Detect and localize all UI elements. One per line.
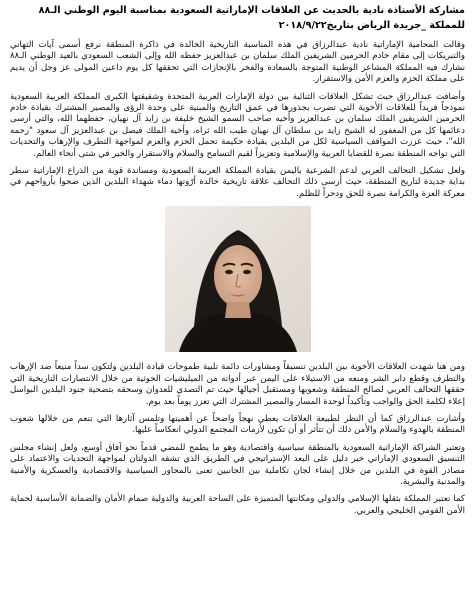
paragraph-coalition: ولعل تشكيل التحالف العربي لدعم الشرعية باليمن بقيادة المملكة العربية السعودية ومساندة قوية من الذراع الإماراتية سطر بداية جديدة لتاريخ المنطقة، حيث أرسى ذلك التحالف علاقة تاريخية خالدة أرّوتها دماء شهداء البلدين الذين ضحوا بأرواحهم في معركة العزة والكرامة نصرة للحق ودحراً للظلم. xyxy=(10,166,465,199)
paragraph-relations: وأضافت عبدالرزاق حيث تشكل العلاقات الثنائية بين دولة الإمارات العربية المتحدة وشقيقتها الكبرى المملكة العربية السعودية نموذجاً فريداً للعلاقات الأخوية التي تضرب بجذورها في عمق التاريخ والمبنية على وحدة الرؤى والمصير المشترك بقيادة خادم الحرمين الشريفين الملك سلمان بن عبدالعزيز وأخيه صاحب السمو الشيخ خليفة بن زايد آل نهيان، حفظهما الله، والتي أرسى دعائمها كل من المغفور له الشيخ زايد بن سلطان آل نهيان طيب الله ثراه، وأخيه الملك فيصل بن عبدالعزيز آل سعود "رحمه الله"، حيث عززت المواقف السياسية لكل من البلدين بقيادة حكيمة تحمل الحزم والعزم لمواجهة التطرف والإرهاب والتحديات التي تواجه المنطقة نصرة للقضايا العربية والإسلامية وتعزيزاً لقيم التسامح والسلام والاستقرار والخير في شتى أنحاء العالم. xyxy=(10,91,465,159)
portrait-image xyxy=(165,206,311,352)
paragraph-partnership: وتعتبر الشراكة الإماراتية السعودية بالمنطقة سياسية واقتصادية وهو ما يطمح للمضي قدماً نحو آفاق أوسع، ولعل إنشاء مجلس التنسيق السعودي الإماراتي خير دليل على البعد الإستراتيجي في الطريق الذي تشقه الدولتان لمواجهة التحديات والاعتماد على مصادر القوة في البلدين من خلال إنشاء لجان تكاملية بين الجانبين تعنى بالمحاور السياسية والاقتصادية والعسكرية والأمنية والمدنية والبشرية. xyxy=(10,442,465,487)
paragraph-intro: وقالت المحامية الإماراتية نادية عبدالرزاق في هذه المناسبة التاريخية الخالدة في ذاكرة المنطقة نرفع أسمى آيات التهاني والتبريكات إلى مقام خادم الحرمين الشريفين الملك سلمان بن عبدالعزيز حفظه الله وإلى الشعب السعودي بالعيد الوطني الـ٨٨ نشارك فيه المملكة المشاعر الوطنية المتوجة بالسعادة والفخر بالإنجازات التي تحققها كل يوم داعين المولى عز وجل أن يديم على مملكة الحزم والعزم الأمن والاستقرار. xyxy=(10,40,465,85)
paragraph-cooperation: ومن هنا شهدت العلاقات الأخوية بين البلدين تنسيقاً ومشاورات دائمة تلبية طموحات قيادة البلدين ولتكون سداً منيعاً ضد الإرهاب والتطرف وقطع دابر الشر ومنعه من الاستيلاء على اليمن عبر أدواته من الميليشيات الحوثية من خلال الانتصارات التاريخية التي حققها التحالف العربي لصالح المنطقة وشعوبها ومستقبل أجيالها حيث تم التصدي للعدوان وسحقه بتضحية جنود البلدين البواسل إعلاء لكلمة الحق والواجب وتأكيداً لوحدة المسار والمصير المشترك التي تعزز يوماً بعد يوم. xyxy=(10,362,465,407)
paragraph-nature: وأشارت عبدالرزاق كما أن النظر لطبيعة العلاقات يعطي نهجاً واضحاً عن أهميتها وتلمس آثارها التي تنعم من خلالها شعوب المنطقة بالهدوء والسلام والأمن ذلك أن تتأثر أو أن تكون لأزمات المجتمع الدولي انعكاساً عليها. xyxy=(10,413,465,436)
paragraph-conclusion: كما تعتبر المملكة بثقلها الإسلامي والدولي ومكانتها المتميزة على الساحة العربية والدولية صمام الأمان والضمانة الأساسية لحماية الأمن القومي الخليجي والعربي. xyxy=(10,494,465,516)
article-title: مشاركة الأستاذة نادية بالحديث عن العلاقات الإماراتية السعودية بمناسبة اليوم الوطني الـ٨٨ للمملكة _جريدة الرياض بتاريخ٢٠١٨/٩/٢٢ xyxy=(38,5,465,31)
portrait-photo xyxy=(165,206,311,352)
